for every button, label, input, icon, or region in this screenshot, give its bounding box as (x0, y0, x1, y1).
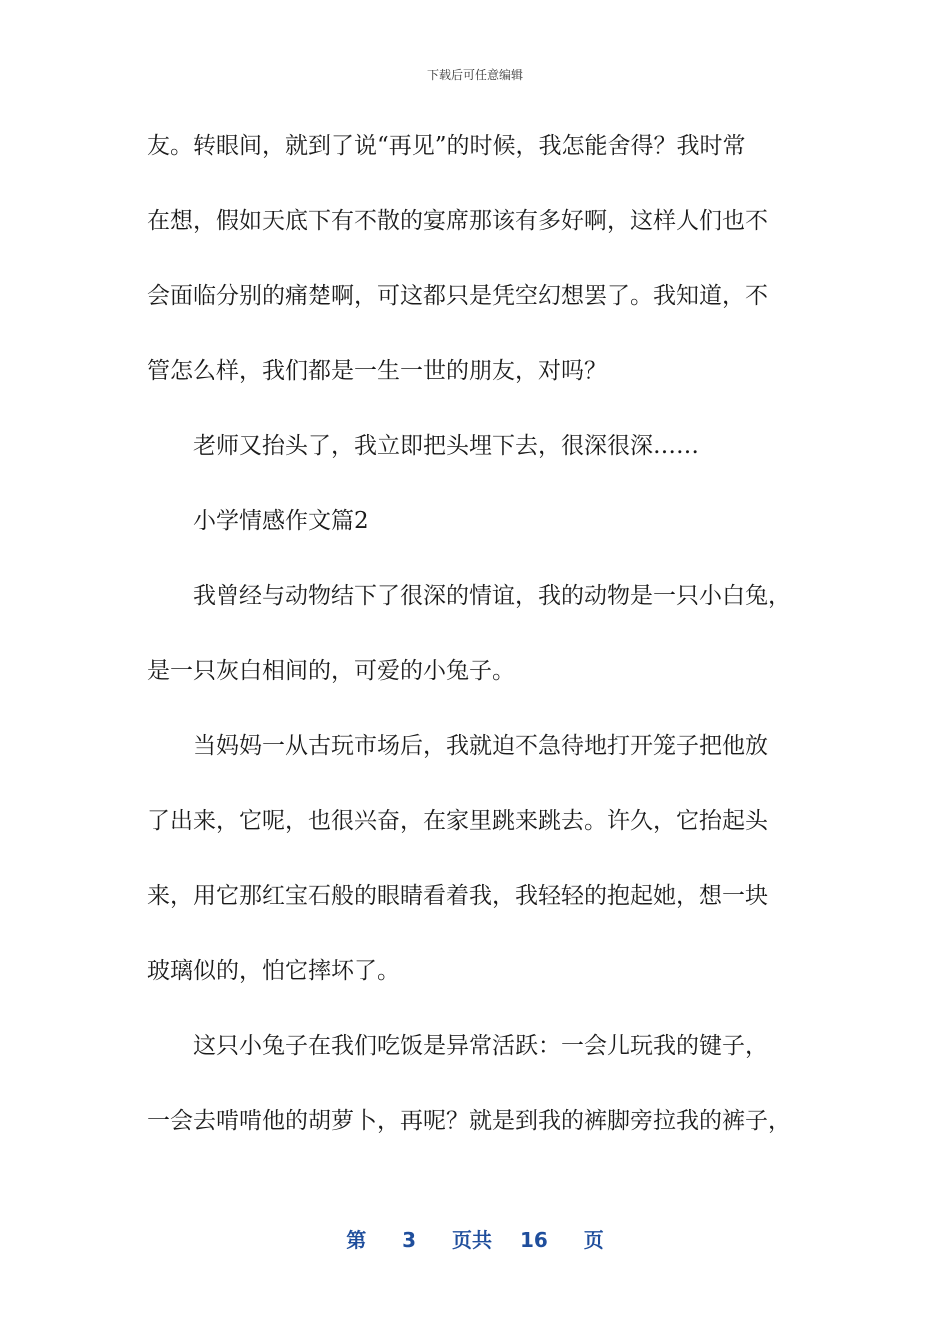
text-line-10: 了出来，它呢，也很兴奋，在家里跳来跳去。许久，它抬起头 (147, 808, 768, 834)
page-footer (0, 1224, 950, 1253)
text-line-4: 管怎么样，我们都是一生一世的朋友，对吗？ (147, 358, 607, 384)
section-title: 小学情感作文篇2 (193, 508, 369, 534)
text-line-12: 玻璃似的，怕它摔坏了。 (147, 958, 400, 984)
total-pages-number: 16 (519, 1228, 548, 1252)
footer-prefix: 第 (346, 1228, 367, 1252)
document-body (147, 118, 807, 1168)
footer-suffix: 页 (583, 1228, 604, 1252)
text-line-9: 当妈妈一从古玩市场后，我就迫不急待地打开笼子把他放 (193, 733, 768, 759)
text-line-14: 一会去啃啃他的胡萝卜，再呢？就是到我的裤脚旁拉我的裤子， (147, 1108, 791, 1134)
text-line-11: 来，用它那红宝石般的眼睛看着我，我轻轻的抱起她，想一块 (147, 883, 768, 909)
text-line-8: 是一只灰白相间的，可爱的小兔子。 (147, 658, 515, 684)
text-line-7: 我曾经与动物结下了很深的情谊，我的动物是一只小白兔， (193, 583, 791, 609)
text-line-5: 老师又抬头了，我立即把头埋下去，很深很深…… (193, 433, 699, 459)
text-line-2: 在想，假如天底下有不散的宴席那该有多好啊，这样人们也不 (147, 208, 768, 234)
text-line-13: 这只小兔子在我们吃饭是异常活跃：一会儿玩我的键子， (193, 1033, 768, 1059)
text-line-1: 友。转眼间，就到了说“再见”的时候，我怎能舍得？我时常 (147, 133, 746, 159)
footer-middle: 页共 (452, 1228, 493, 1252)
text-line-3: 会面临分别的痛楚啊，可这都只是凭空幻想罢了。我知道，不 (147, 283, 768, 309)
current-page-number: 3 (402, 1228, 417, 1252)
page-header: 下载后可任意编辑 (426, 68, 523, 82)
